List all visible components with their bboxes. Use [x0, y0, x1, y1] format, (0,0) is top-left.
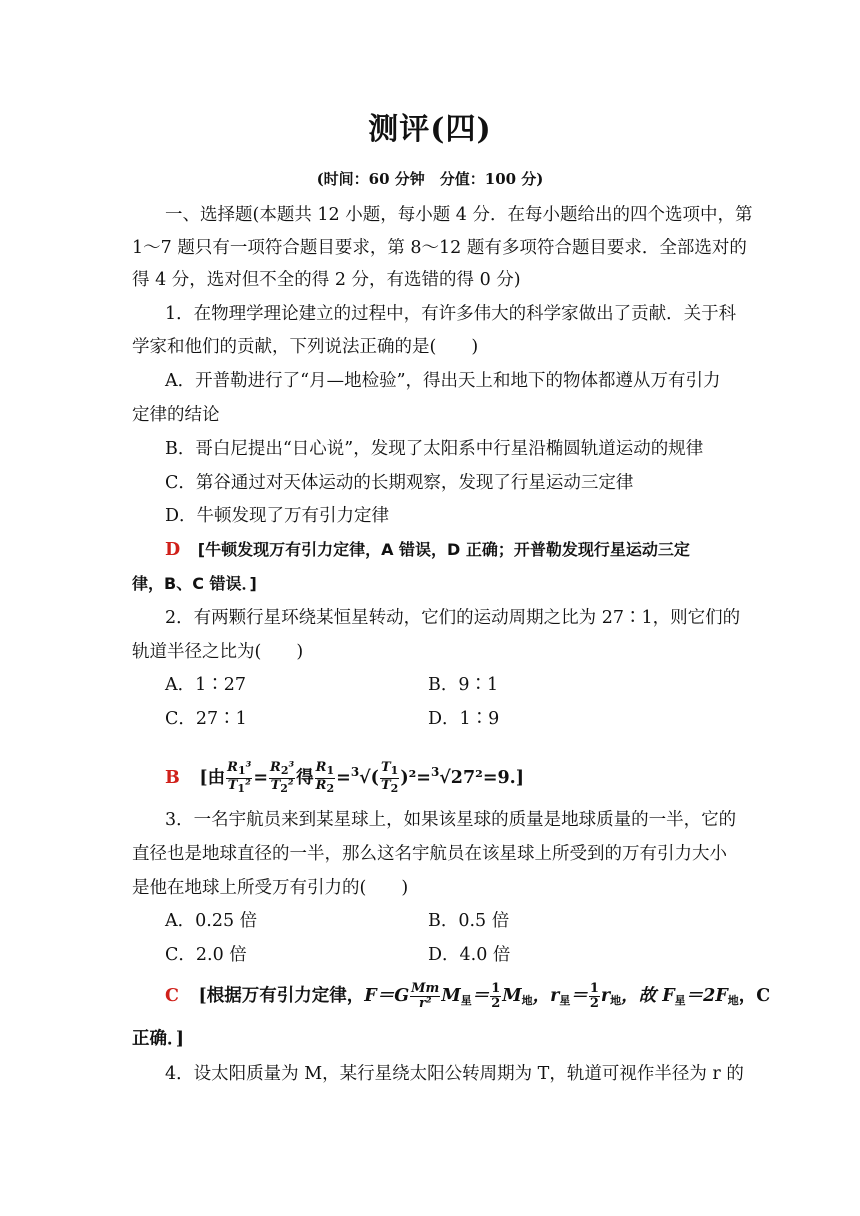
q4-stem-line1: 4．设太阳质量为 M，某行星绕太阳公转周期为 T，轨道可视作半径为 r 的 — [165, 1064, 744, 1084]
q1-option-b: B．哥白尼提出“日心说”，发现了太阳系中行星沿椭圆轨道运动的规律 — [165, 439, 704, 459]
q1-option-d: D．牛顿发现了万有引力定律 — [165, 506, 390, 526]
q1-answer: D — [165, 540, 181, 560]
q1-option-a-line2: 定律的结论 — [132, 405, 220, 425]
q2-solution: B [由 $\frac{R_1^3}{T_1^2}$ = $\frac{R_2^3}{T_2^2}$ 得 $\frac{R_1}{R_2}$ =$^3$√( $\frac{T_1}{T_2}$ )²=$^3$√27²=9.] — [165, 759, 525, 795]
q3-formula: F＝G $\frac{Mm}{\text{r²}}$ $M_星=$ $\frac{1}{2}$ $M_地$，$r_星=$ $\frac{1}{2}$ $r_地$，故 $F_星=2F_地$ — [364, 981, 739, 1011]
q3-option-d: D．4.0 倍 — [428, 945, 511, 965]
section-heading-line3: 得 4 分，选对但不全的得 2 分，有选错的得 0 分) — [132, 270, 521, 290]
q2-formula-cuberoot-1: $^3$√( $\frac{T_1}{T_2}$ )² — [350, 759, 417, 795]
page-title: 测评(四) — [368, 112, 492, 147]
q2-answer: B — [165, 767, 180, 788]
exam-info: (时间：60 分钟 分值：100 分) — [316, 170, 544, 188]
q2-option-b: B．9∶1 — [428, 675, 499, 695]
q1-option-a-line1: A．开普勒进行了“月—地检验”，得出天上和地下的物体都遵从万有引力 — [165, 371, 721, 391]
q3-solution-prefix: [根据万有引力定律， — [198, 986, 365, 1006]
q2-formula-cuberoot-2: $^3$√27² — [430, 765, 483, 788]
q3-solution-line2: 正确．] — [132, 1029, 185, 1049]
q3-answer: C — [165, 986, 179, 1006]
q1-solution-text: [牛顿发现万有引力定律，A 错误，D 正确；开普勒发现行星运动三定 — [197, 540, 690, 559]
q2-stem-line1: 2．有两颗行星环绕某恒星转动，它们的运动周期之比为 27∶1，则它们的 — [165, 608, 741, 628]
q1-stem-line1: 1．在物理学理论建立的过程中，有许多伟大的科学家做出了贡献．关于科 — [165, 304, 737, 324]
q3-option-a: A．0.25 倍 — [165, 911, 258, 931]
q2-solution-prefix: [由 — [199, 767, 226, 788]
q2-option-c: C．27∶1 — [165, 709, 247, 729]
q3-stem-line3: 是他在地球上所受万有引力的( ) — [132, 878, 409, 898]
q1-option-c: C．第谷通过对天体运动的长期观察，发现了行星运动三定律 — [165, 473, 634, 493]
q2-stem-line2: 轨道半径之比为( ) — [132, 642, 304, 662]
section-heading-line2: 1～7 题只有一项符合题目要求，第 8～12 题有多项符合题目要求．全部选对的 — [132, 238, 747, 258]
section-heading-line1: 一、选择题(本题共 12 小题，每小题 4 分．在每小题给出的四个选项中，第 — [165, 205, 753, 225]
q2-solution-suffix: =9.] — [482, 767, 525, 788]
q2-option-a: A．1∶27 — [165, 675, 247, 695]
q1-solution-line1 — [165, 538, 690, 562]
q3-solution-line1 — [165, 978, 770, 1019]
q2-option-d: D．1∶9 — [428, 709, 500, 729]
q3-option-b: B．0.5 倍 — [428, 911, 510, 931]
q2-formula-r2-t2: $\frac{R_2^3}{T_2^2}$ — [270, 759, 295, 795]
q2-formula-ratio: $\frac{R_1}{R_2}$ — [315, 759, 335, 795]
q3-stem-line2: 直径也是地球直径的一半，那么这名宇航员在该星球上所受到的万有引力大小 — [132, 844, 727, 864]
q3-stem-line1: 3．一名宇航员来到某星球上，如果该星球的质量是地球质量的一半，它的 — [165, 810, 737, 830]
q2-solution-de: 得 — [296, 767, 314, 788]
q1-stem-line2: 学家和他们的贡献，下列说法正确的是( ) — [132, 337, 479, 357]
q1-solution-line2: 律，B、C 错误．] — [132, 574, 257, 593]
q3-solution-end: ，C — [738, 986, 771, 1006]
q2-formula-r1-t1: $\frac{R_1^3}{T_1^2}$ — [227, 759, 252, 795]
q3-option-c: C．2.0 倍 — [165, 945, 247, 965]
